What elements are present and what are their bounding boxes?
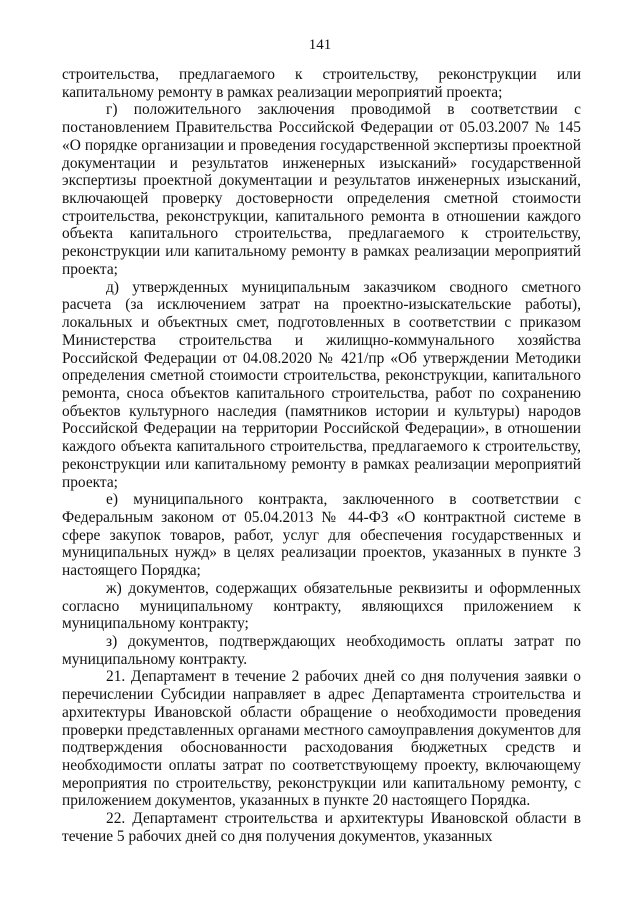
paragraph-clause-21: 21. Департамент в течение 2 рабочих дней со дня получения заявки о перечислении Субсидии направляет в адрес Департамента строительства и архитектуры Ивановской области обращение о необходимости проведения проверки представленных органами местного самоуправления документов для подтверждения обоснованности расходования бюджетных средств и необходимости оплаты затрат по соответствующему проекту, включающему мероприятия по строительству, реконструкции или капитальному ремонту, с приложением документов, указанных в пункте 20 настоящего Порядка. <box>62 668 581 810</box>
page-number: 141 <box>308 37 332 53</box>
paragraph-item-e: е) муниципального контракта, заключенного в соответствии с Федеральным законом от 05.04.2013 № 44-ФЗ «О контрактной системе в сфере закупок товаров, работ, услуг для обеспечения государственных и муниципальных нужд» в целях реализации проектов, указанных в пункте 3 настоящего Порядка; <box>62 491 581 580</box>
paragraph-item-g: г) положительного заключения проводимой в соответствии с постановлением Правительства Российской Федерации от 05.03.2007 № 145 «О порядке организации и проведения государственной экспертизы проектной документации и результатов инженерных изысканий» государственной экспертизы проектной документации и результатов инженерных изысканий, включающей проверку достоверности определения сметной стоимости строительства, реконструкции, капитального ремонта в отношении каждого объекта капитального строительства, предлагаемого к строительству, реконструкции или капитальному ремонту в рамках реализации мероприятий проекта; <box>62 101 581 278</box>
paragraph-item-z: з) документов, подтверждающих необходимость оплаты затрат по муниципальному контракту. <box>62 633 581 668</box>
paragraph-continuation: строительства, предлагаемого к строительству, реконструкции или капитальному ремонту в рамках реализации мероприятий проекта; <box>62 66 581 101</box>
paragraph-item-d: д) утвержденных муниципальным заказчиком сводного сметного расчета (за исключением затрат на проектно-изыскательские работы), локальных и объектных смет, подготовленных в соответствии с приказом Министерства строительства и жилищно-коммунального хозяйства Российской Федерации от 04.08.2020 № 421/пр «Об утверждении Методики определения сметной стоимости строительства, реконструкции, капитального ремонта, сноса объектов капитального строительства, работ по сохранению объектов культурного наследия (памятников истории и культуры) народов Российской Федерации на территории Российской Федерации», в отношении каждого объекта капитального строительства, предлагаемого к строительству, реконструкции или капитальному ремонту в рамках реализации мероприятий проекта; <box>62 278 581 491</box>
paragraph-clause-22: 22. Департамент строительства и архитектуры Ивановской области в течение 5 рабочих дней со дня получения документов, указанных <box>62 810 581 845</box>
document-body <box>62 66 581 846</box>
paragraph-item-zh: ж) документов, содержащих обязательные реквизиты и оформленных согласно муниципальному контракту, являющихся приложением к муниципальному контракту; <box>62 579 581 633</box>
